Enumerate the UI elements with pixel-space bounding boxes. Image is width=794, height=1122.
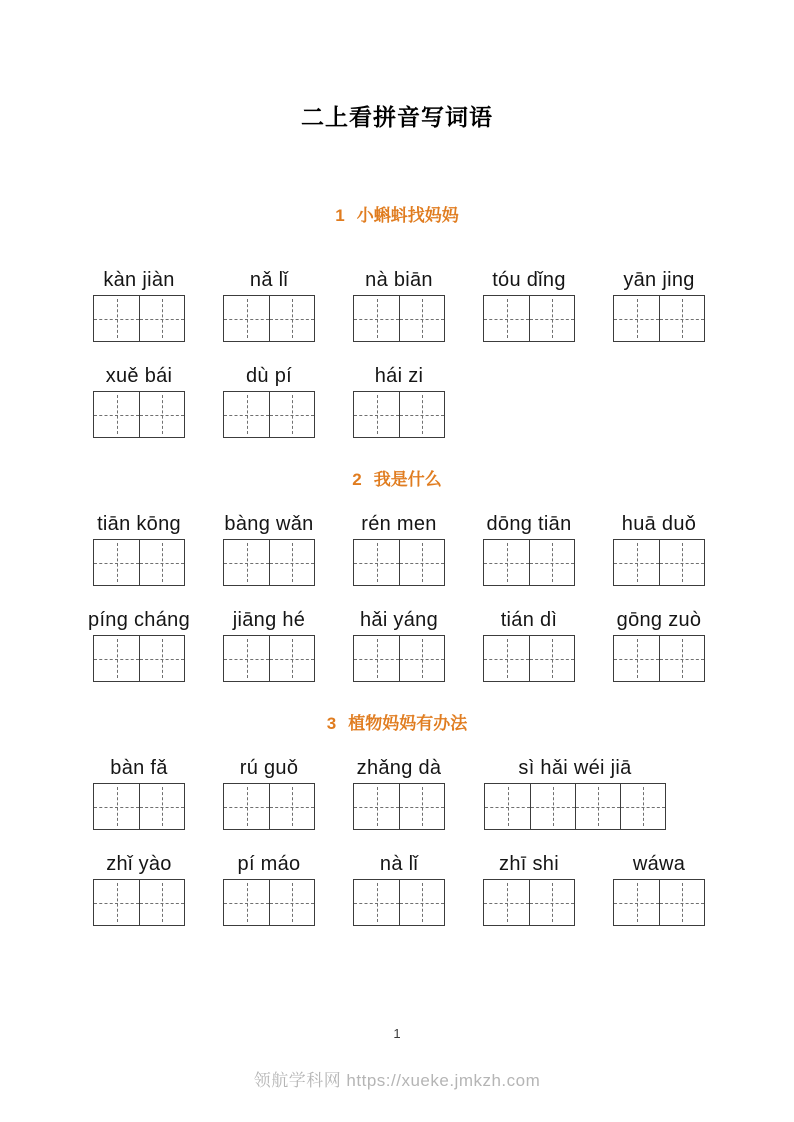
worksheet-body [0, 204, 794, 926]
word-inner [92, 362, 186, 438]
word-inner [222, 850, 316, 926]
word-inner [482, 850, 576, 926]
word-inner [612, 606, 706, 682]
word-inner [482, 754, 668, 830]
word-block [352, 606, 482, 682]
word-inner [352, 362, 446, 438]
section [0, 468, 794, 682]
word-block [222, 362, 352, 438]
grid-cell [269, 392, 314, 437]
word-inner [482, 266, 576, 342]
word-block [482, 510, 612, 586]
page-number: 1 [393, 1026, 401, 1041]
writing-grid [223, 783, 315, 830]
word-inner [352, 754, 446, 830]
section-title: 小蝌蚪找妈妈 [356, 206, 459, 225]
grid-cell [659, 636, 704, 681]
section-header [0, 712, 794, 736]
writing-grid [353, 783, 445, 830]
writing-grid [613, 539, 705, 586]
word-inner [222, 754, 316, 830]
word-block [482, 266, 612, 342]
writing-grid [223, 295, 315, 342]
word-block [222, 510, 352, 586]
word-block [222, 266, 352, 342]
grid-cell [484, 880, 529, 925]
grid-cell [614, 540, 659, 585]
grid-cell [659, 880, 704, 925]
writing-grid [93, 879, 185, 926]
word-inner [352, 510, 446, 586]
word-inner [352, 266, 446, 342]
word-inner [612, 266, 706, 342]
word-block [352, 754, 482, 830]
grid-cell [354, 296, 399, 341]
word-block [222, 606, 352, 682]
grid-cell [354, 636, 399, 681]
grid-cell [399, 784, 444, 829]
word-inner [222, 606, 316, 682]
grid-cell [269, 784, 314, 829]
pinyin-label: wáwa [632, 853, 686, 875]
pinyin-label: zhǎng dà [356, 757, 442, 779]
pinyin-label: zhǐ yào [106, 853, 172, 875]
writing-grid [353, 391, 445, 438]
footer [0, 1066, 794, 1091]
grid-cell [139, 636, 184, 681]
word-block [482, 754, 674, 830]
grid-cell [139, 880, 184, 925]
section-header [0, 204, 794, 228]
pinyin-label: jiāng hé [232, 609, 306, 631]
writing-grid [223, 539, 315, 586]
pinyin-label: sì hǎi wéi jiā [518, 757, 632, 779]
writing-grid [353, 879, 445, 926]
grid-cell [659, 296, 704, 341]
word-block [352, 362, 482, 438]
writing-grid [93, 295, 185, 342]
word-block [612, 850, 742, 926]
section-number: 2 [352, 470, 362, 489]
grid-cell [659, 540, 704, 585]
grid-cell [485, 784, 530, 829]
grid-cell [530, 784, 575, 829]
writing-grid [613, 879, 705, 926]
section [0, 204, 794, 438]
writing-grid [483, 539, 575, 586]
grid-cell [94, 392, 139, 437]
writing-grid [223, 391, 315, 438]
writing-grid [93, 783, 185, 830]
section-header [0, 468, 794, 492]
writing-grid [93, 391, 185, 438]
word-inner [222, 362, 316, 438]
writing-grid [613, 295, 705, 342]
word-block [612, 266, 742, 342]
grid-cell [614, 296, 659, 341]
pinyin-label: gōng zuò [616, 609, 702, 631]
word-inner [352, 850, 446, 926]
word-inner [222, 510, 316, 586]
word-row [0, 606, 794, 682]
section [0, 712, 794, 926]
word-inner [482, 606, 576, 682]
grid-cell [139, 392, 184, 437]
grid-cell [529, 880, 574, 925]
word-inner [92, 850, 186, 926]
pinyin-label: dōng tiān [486, 513, 572, 535]
writing-grid [353, 635, 445, 682]
page-title: 二上看拼音写词语 [301, 104, 493, 130]
pinyin-label: tiān kōng [97, 513, 181, 535]
word-block [612, 510, 742, 586]
grid-cell [614, 880, 659, 925]
word-block [92, 754, 222, 830]
grid-cell [529, 540, 574, 585]
pinyin-label: hǎi yáng [359, 609, 438, 631]
writing-grid [93, 635, 185, 682]
writing-grid [483, 635, 575, 682]
grid-cell [139, 784, 184, 829]
grid-cell [575, 784, 620, 829]
grid-cell [224, 540, 269, 585]
pinyin-label: tián dì [500, 609, 558, 631]
word-inner [92, 510, 186, 586]
word-inner [612, 850, 706, 926]
pinyin-label: kàn jiàn [103, 269, 175, 291]
word-block [92, 266, 222, 342]
pinyin-label: rú guǒ [239, 757, 299, 779]
grid-cell [620, 784, 665, 829]
grid-cell [399, 880, 444, 925]
grid-cell [139, 296, 184, 341]
grid-cell [614, 636, 659, 681]
grid-cell [399, 540, 444, 585]
word-inner [612, 510, 706, 586]
section-title: 我是什么 [373, 470, 442, 489]
word-block [352, 850, 482, 926]
grid-cell [399, 392, 444, 437]
pinyin-label: píng cháng [88, 609, 190, 631]
grid-cell [224, 784, 269, 829]
word-block [482, 606, 612, 682]
grid-cell [94, 296, 139, 341]
word-row [0, 266, 794, 342]
grid-cell [399, 296, 444, 341]
writing-grid [353, 295, 445, 342]
grid-cell [224, 880, 269, 925]
word-block [352, 510, 482, 586]
word-inner [92, 266, 186, 342]
section-number: 3 [326, 714, 337, 733]
grid-cell [354, 784, 399, 829]
word-block [92, 850, 222, 926]
word-row [0, 850, 794, 926]
word-block [482, 850, 612, 926]
grid-cell [94, 880, 139, 925]
word-inner [222, 266, 316, 342]
pinyin-label: nà lǐ [379, 853, 419, 875]
grid-cell [269, 880, 314, 925]
pinyin-label: huā duǒ [621, 513, 697, 535]
word-inner [482, 510, 576, 586]
word-block [352, 266, 482, 342]
grid-cell [94, 540, 139, 585]
word-block [222, 850, 352, 926]
writing-grid [484, 783, 666, 830]
grid-cell [484, 636, 529, 681]
writing-grid [353, 539, 445, 586]
section-title: 植物妈妈有办法 [348, 714, 468, 733]
word-row [0, 754, 794, 830]
word-block [88, 606, 222, 682]
grid-cell [529, 636, 574, 681]
pinyin-label: tóu dǐng [492, 269, 566, 291]
pinyin-label: hái zi [374, 365, 424, 387]
grid-cell [269, 636, 314, 681]
writing-grid [223, 635, 315, 682]
writing-grid [483, 295, 575, 342]
grid-cell [139, 540, 184, 585]
writing-grid [613, 635, 705, 682]
pinyin-label: yān jing [623, 269, 695, 291]
writing-grid [483, 879, 575, 926]
word-block [92, 510, 222, 586]
grid-cell [529, 296, 574, 341]
word-block [92, 362, 222, 438]
pinyin-label: xuě bái [105, 365, 173, 387]
footer-site-link[interactable]: 领航学科网 https://xueke.jmkzh.com [253, 1071, 541, 1090]
grid-cell [224, 392, 269, 437]
pinyin-label: bàn fǎ [110, 757, 168, 779]
grid-cell [224, 636, 269, 681]
pinyin-label: zhī shi [499, 853, 559, 875]
grid-cell [484, 296, 529, 341]
grid-cell [269, 540, 314, 585]
grid-cell [354, 392, 399, 437]
grid-cell [484, 540, 529, 585]
writing-grid [223, 879, 315, 926]
grid-cell [269, 296, 314, 341]
pinyin-label: rén men [361, 513, 437, 535]
grid-cell [94, 784, 139, 829]
word-block [222, 754, 352, 830]
writing-grid [93, 539, 185, 586]
pinyin-label: pí máo [237, 853, 301, 875]
grid-cell [354, 880, 399, 925]
word-inner [352, 606, 446, 682]
word-block [612, 606, 742, 682]
pinyin-label: bàng wǎn [224, 513, 314, 535]
word-inner [88, 606, 190, 682]
pinyin-label: dù pí [246, 365, 292, 387]
word-row [0, 510, 794, 586]
word-inner [92, 754, 186, 830]
grid-cell [399, 636, 444, 681]
grid-cell [224, 296, 269, 341]
pinyin-label: nǎ lǐ [249, 269, 289, 291]
pinyin-label: nà biān [365, 269, 433, 291]
grid-cell [354, 540, 399, 585]
word-row [0, 362, 794, 438]
grid-cell [94, 636, 139, 681]
section-number: 1 [335, 206, 345, 225]
